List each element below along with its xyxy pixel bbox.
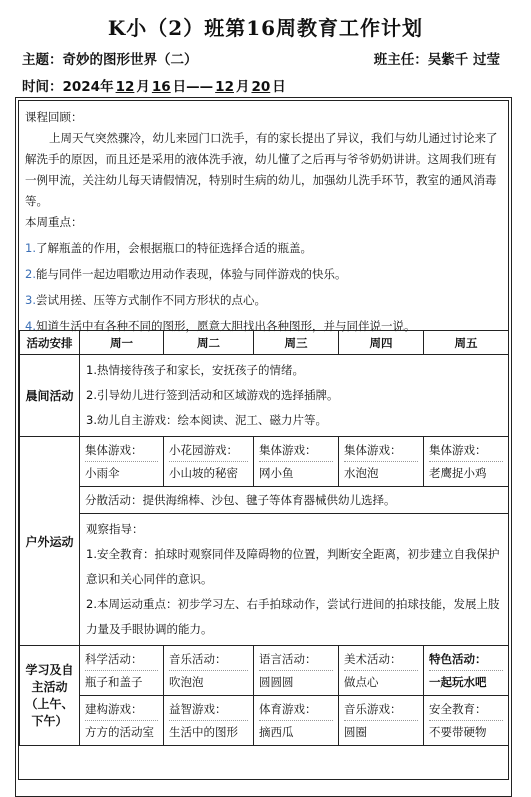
theme: 主题：奇妙的图形世界（二） — [22, 52, 198, 68]
outdoor-split-activity: 分散活动：提供海绵棒、沙包、毽子等体育器械供幼儿选择。 — [80, 487, 509, 514]
learning-row-1 — [20, 646, 509, 696]
review-body: 上周天气突然骤冷，幼儿来园门口洗手，有的家长提出了异议，我们与幼儿通过讨论来了解洗手的原因，而且还是采用的液体洗手液，幼儿懂了之后再与爷爷奶奶讲讲。这周我们班有一例甲流，关注幼儿每天请假情况，特别时生病的幼儿，加强幼儿洗手环节，教室的通风消毒等。 — [25, 131, 498, 208]
guide-line: 2.本周运动重点：初步学习左、右手拍球动作，尝试行进间的拍球技能，发展上肢力量及手眼协调的能力。 — [86, 597, 500, 636]
day-label-2: 日 — [272, 79, 286, 95]
outdoor-guide-row — [20, 514, 509, 646]
day-label-1: 日—— — [172, 79, 214, 95]
learning-mon: 科学活动： 瓶子和盖子 — [80, 646, 164, 696]
guide-line: 1.安全教育：拍球时观察同伴及障碍物的位置，判断安全距离，初步建立自我保护意识和关心同伴的意识。 — [86, 547, 500, 586]
outdoor-game-mon: 集体游戏： 小雨伞 — [80, 437, 164, 487]
morning-row — [20, 355, 509, 437]
guide-heading: 观察指导： — [86, 522, 144, 536]
learning-thu-2: 音乐游戏： 圆圈 — [339, 696, 424, 746]
theme-line — [22, 48, 510, 68]
header-wed: 周三 — [254, 331, 339, 355]
learning-fri-2: 安全教育： 不要带硬物 — [424, 696, 509, 746]
outdoor-label: 户外运动 — [20, 437, 80, 646]
learning-label: 学习及自 主活动 （上午、 下午） — [20, 646, 80, 746]
outdoor-game-thu: 集体游戏： 水泡泡 — [339, 437, 424, 487]
focus-item: 3.尝试用搓、压等方式制作不同方形状的点心。 — [25, 293, 266, 307]
plan-box — [18, 100, 509, 780]
end-day: 20 — [251, 79, 271, 95]
table-header-row — [20, 331, 509, 355]
outdoor-game-tue: 小花园游戏： 小山坡的秘密 — [164, 437, 254, 487]
review-heading: 课程回顾： — [25, 110, 83, 124]
month-label-1: 月 — [136, 79, 150, 95]
focus-item: 1.了解瓶盖的作用，会根据瓶口的特征选择合适的瓶盖。 — [25, 241, 312, 255]
learning-tue-2: 益智游戏： 生活中的图形 — [164, 696, 254, 746]
learning-mon-2: 建构游戏： 方方的活动室 — [80, 696, 164, 746]
morning-line: 3.幼儿自主游戏：绘本阅读、泥工、磁力片等。 — [86, 413, 327, 427]
header-tue: 周二 — [164, 331, 254, 355]
morning-line: 1.热情接待孩子和家长，安抚孩子的情绪。 — [86, 363, 304, 377]
learning-thu: 美术活动： 做点心 — [339, 646, 424, 696]
time-prefix: 时间：2024年 — [22, 79, 114, 95]
header-thu: 周四 — [339, 331, 424, 355]
header-fri: 周五 — [424, 331, 509, 355]
outdoor-split-row — [20, 487, 509, 514]
schedule-table — [19, 330, 509, 746]
outdoor-game-fri: 集体游戏： 老鹰捉小鸡 — [424, 437, 509, 487]
learning-tue: 音乐活动： 吹泡泡 — [164, 646, 254, 696]
month-label-2: 月 — [235, 79, 250, 95]
start-month: 12 — [115, 79, 135, 95]
header-activity: 活动安排 — [20, 331, 80, 355]
course-review — [19, 101, 508, 333]
end-month: 12 — [215, 79, 234, 95]
learning-wed: 语言活动： 圆圆圆 — [254, 646, 339, 696]
morning-line: 2.引导幼儿进行签到活动和区域游戏的选择插牌。 — [86, 388, 339, 402]
document-title: K小（2）班第16周教育工作计划 — [107, 16, 424, 40]
header-mon: 周一 — [80, 331, 164, 355]
outdoor-guidance — [80, 514, 509, 646]
focus-heading: 本周重点： — [25, 215, 83, 229]
outer-frame — [15, 97, 512, 797]
learning-fri: 特色活动： 一起玩水吧 — [424, 646, 509, 696]
focus-item: 2.能与同伴一起边唱歌边用动作表现，体验与同伴游戏的快乐。 — [25, 267, 347, 281]
morning-label: 晨间活动 — [20, 355, 80, 437]
morning-content — [80, 355, 509, 437]
focus-item: 4.知道生活中有各种不同的图形，愿意大胆找出各种图形，并与同伴说一说。 — [25, 319, 416, 333]
learning-wed-2: 体育游戏： 摘西瓜 — [254, 696, 339, 746]
head-teacher: 班主任：吴紫千 过莹 — [373, 52, 500, 68]
learning-row-2 — [20, 696, 509, 746]
outdoor-games-row — [20, 437, 509, 487]
outdoor-game-wed: 集体游戏： 网小鱼 — [254, 437, 339, 487]
time-line — [22, 75, 286, 95]
start-day: 16 — [151, 79, 171, 95]
